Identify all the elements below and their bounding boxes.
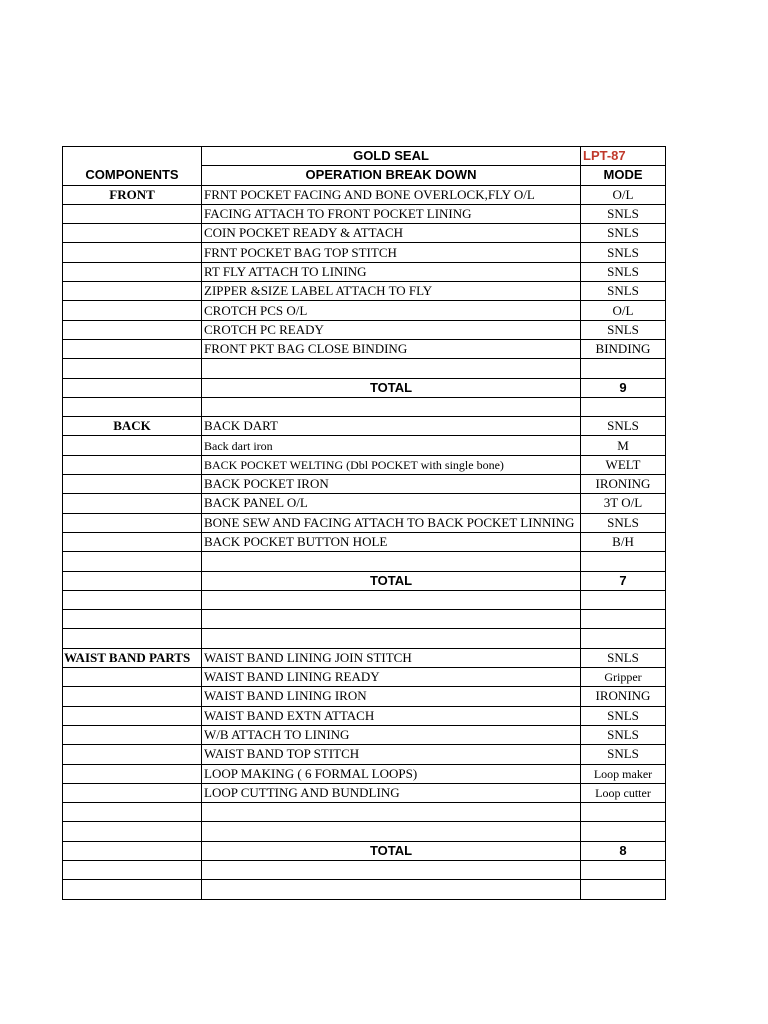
mode-cell[interactable]: SNLS: [581, 204, 666, 223]
title-row: [63, 147, 666, 166]
cell-blank[interactable]: [63, 436, 202, 455]
table-row: [63, 204, 666, 223]
table-row: [63, 494, 666, 513]
table-row: [63, 282, 666, 301]
operation-cell[interactable]: ZIPPER &SIZE LABEL ATTACH TO FLY: [202, 282, 581, 301]
cell-blank[interactable]: [581, 590, 666, 609]
cell-blank[interactable]: [63, 629, 202, 648]
table-row: [63, 532, 666, 551]
cell-blank[interactable]: [202, 629, 581, 648]
front-total-value[interactable]: 9: [581, 378, 666, 397]
mode-cell[interactable]: SNLS: [581, 282, 666, 301]
cell-blank[interactable]: [63, 822, 202, 841]
table-row: [63, 224, 666, 243]
cell-blank[interactable]: [202, 397, 581, 416]
style-code[interactable]: LPT-87: [581, 147, 666, 166]
table-row: [63, 687, 666, 706]
operation-cell[interactable]: WAIST BAND EXTN ATTACH: [202, 706, 581, 725]
waistband-total-value[interactable]: 8: [581, 841, 666, 860]
operation-cell[interactable]: LOOP CUTTING AND BUNDLING: [202, 783, 581, 802]
cell-blank[interactable]: [63, 725, 202, 744]
operation-cell[interactable]: FACING ATTACH TO FRONT POCKET LINING: [202, 204, 581, 223]
cell-blank[interactable]: [202, 803, 581, 822]
cell-blank[interactable]: [63, 687, 202, 706]
operation-cell[interactable]: RT FLY ATTACH TO LINING: [202, 262, 581, 281]
cell-blank[interactable]: [63, 320, 202, 339]
cell-blank[interactable]: [63, 224, 202, 243]
cell-blank[interactable]: [63, 262, 202, 281]
blank-row: [63, 590, 666, 609]
operation-cell[interactable]: WAIST BAND LINING IRON: [202, 687, 581, 706]
cell-blank[interactable]: [202, 880, 581, 899]
cell-blank[interactable]: [63, 359, 202, 378]
mode-cell[interactable]: IRONING: [581, 475, 666, 494]
table-row: [63, 764, 666, 783]
cell-blank[interactable]: [581, 629, 666, 648]
blank-row: [63, 610, 666, 629]
operation-cell[interactable]: FRNT POCKET BAG TOP STITCH: [202, 243, 581, 262]
mode-cell[interactable]: WELT: [581, 455, 666, 474]
cell-blank[interactable]: [63, 552, 202, 571]
cell-blank[interactable]: [63, 706, 202, 725]
total-row: [63, 571, 666, 590]
operation-cell[interactable]: BACK POCKET BUTTON HOLE: [202, 532, 581, 551]
back-label[interactable]: BACK: [63, 417, 202, 436]
table-row: [63, 475, 666, 494]
waistband-label[interactable]: WAIST BAND PARTS: [63, 648, 202, 667]
table-row: [63, 185, 666, 204]
mode-cell[interactable]: BINDING: [581, 339, 666, 358]
cell-blank[interactable]: [63, 590, 202, 609]
cell-blank[interactable]: [202, 552, 581, 571]
cell-blank[interactable]: [63, 532, 202, 551]
cell-blank[interactable]: [202, 359, 581, 378]
mode-cell[interactable]: IRONING: [581, 687, 666, 706]
cell-blank[interactable]: [63, 513, 202, 532]
operation-cell[interactable]: BACK POCKET IRON: [202, 475, 581, 494]
table-row: [63, 262, 666, 281]
blank-row: [63, 552, 666, 571]
operation-cell[interactable]: W/B ATTACH TO LINING: [202, 725, 581, 744]
operation-breakdown-table: [62, 146, 666, 900]
cell-blank[interactable]: [63, 282, 202, 301]
cell-blank[interactable]: [581, 359, 666, 378]
operation-cell[interactable]: WAIST BAND LINING JOIN STITCH: [202, 648, 581, 667]
table-row: [63, 783, 666, 802]
cell-blank[interactable]: [63, 783, 202, 802]
blank-row: [63, 359, 666, 378]
front-total-label[interactable]: TOTAL: [202, 378, 581, 397]
total-row: [63, 378, 666, 397]
mode-cell[interactable]: Loop cutter: [581, 783, 666, 802]
cell-blank[interactable]: [63, 243, 202, 262]
table-row: [63, 243, 666, 262]
cell-blank[interactable]: [63, 339, 202, 358]
mode-cell[interactable]: O/L: [581, 301, 666, 320]
mode-cell[interactable]: SNLS: [581, 745, 666, 764]
mode-cell[interactable]: O/L: [581, 185, 666, 204]
operation-cell[interactable]: WAIST BAND TOP STITCH: [202, 745, 581, 764]
table-row: [63, 513, 666, 532]
cell-blank[interactable]: [63, 803, 202, 822]
cell-blank[interactable]: [63, 610, 202, 629]
cell-blank[interactable]: [63, 204, 202, 223]
blank-row: [63, 803, 666, 822]
operation-cell[interactable]: CROTCH PC READY: [202, 320, 581, 339]
mode-cell[interactable]: SNLS: [581, 224, 666, 243]
table-row: [63, 417, 666, 436]
cell-blank[interactable]: [63, 860, 202, 879]
operation-cell[interactable]: FRNT POCKET FACING AND BONE OVERLOCK,FLY O/L: [202, 185, 581, 204]
mode-cell[interactable]: 3T O/L: [581, 494, 666, 513]
sheet-title[interactable]: GOLD SEAL: [202, 147, 581, 166]
table-row: [63, 320, 666, 339]
cell-blank[interactable]: [581, 610, 666, 629]
cell-blank[interactable]: [63, 571, 202, 590]
cell-blank[interactable]: [202, 860, 581, 879]
cell-blank[interactable]: [63, 880, 202, 899]
mode-cell[interactable]: SNLS: [581, 243, 666, 262]
operation-header[interactable]: OPERATION BREAK DOWN: [202, 166, 581, 185]
table-row: [63, 436, 666, 455]
mode-cell[interactable]: SNLS: [581, 513, 666, 532]
table-row: [63, 706, 666, 725]
operation-cell[interactable]: BACK DART: [202, 417, 581, 436]
cell-blank[interactable]: [581, 860, 666, 879]
operation-cell[interactable]: WAIST BAND LINING READY: [202, 668, 581, 687]
mode-cell[interactable]: Gripper: [581, 668, 666, 687]
cell-blank[interactable]: [63, 668, 202, 687]
cell-blank[interactable]: [202, 610, 581, 629]
mode-cell[interactable]: SNLS: [581, 648, 666, 667]
cell-blank[interactable]: [63, 745, 202, 764]
mode-cell[interactable]: SNLS: [581, 706, 666, 725]
operation-cell[interactable]: BACK POCKET WELTING (Dbl POCKET with single bone): [202, 455, 581, 474]
mode-cell[interactable]: SNLS: [581, 417, 666, 436]
cell-blank[interactable]: [581, 397, 666, 416]
back-total-label[interactable]: TOTAL: [202, 571, 581, 590]
mode-header[interactable]: MODE: [581, 166, 666, 185]
blank-row: [63, 397, 666, 416]
back-total-value[interactable]: 7: [581, 571, 666, 590]
mode-cell[interactable]: SNLS: [581, 725, 666, 744]
operation-cell[interactable]: BONE SEW AND FACING ATTACH TO BACK POCKET LINNING: [202, 513, 581, 532]
table-row: [63, 745, 666, 764]
blank-row: [63, 822, 666, 841]
operation-cell[interactable]: CROTCH PCS O/L: [202, 301, 581, 320]
cell-blank[interactable]: [63, 378, 202, 397]
total-row: [63, 841, 666, 860]
table-row: [63, 648, 666, 667]
cell-blank[interactable]: [581, 822, 666, 841]
waistband-total-label[interactable]: TOTAL: [202, 841, 581, 860]
cell-blank[interactable]: [202, 590, 581, 609]
cell-blank[interactable]: [63, 764, 202, 783]
components-header[interactable]: COMPONENTS: [63, 166, 202, 185]
operation-cell[interactable]: Back dart iron: [202, 436, 581, 455]
table-row: [63, 725, 666, 744]
operation-cell[interactable]: COIN POCKET READY & ATTACH: [202, 224, 581, 243]
cell-blank[interactable]: [63, 494, 202, 513]
mode-cell[interactable]: SNLS: [581, 262, 666, 281]
blank-row: [63, 860, 666, 879]
cell-blank[interactable]: [63, 455, 202, 474]
cell-blank[interactable]: [63, 475, 202, 494]
front-label[interactable]: FRONT: [63, 185, 202, 204]
cell-blank[interactable]: [581, 803, 666, 822]
operation-cell[interactable]: BACK PANEL O/L: [202, 494, 581, 513]
table-row: [63, 455, 666, 474]
cell-blank[interactable]: [581, 552, 666, 571]
cell-blank[interactable]: [202, 822, 581, 841]
operation-cell[interactable]: LOOP MAKING ( 6 FORMAL LOOPS): [202, 764, 581, 783]
operation-cell[interactable]: FRONT PKT BAG CLOSE BINDING: [202, 339, 581, 358]
cell-blank[interactable]: [63, 147, 202, 166]
table-row: [63, 668, 666, 687]
cell-blank[interactable]: [63, 301, 202, 320]
mode-cell[interactable]: Loop maker: [581, 764, 666, 783]
mode-cell[interactable]: B/H: [581, 532, 666, 551]
cell-blank[interactable]: [63, 397, 202, 416]
cell-blank[interactable]: [581, 880, 666, 899]
cell-blank[interactable]: [63, 841, 202, 860]
mode-cell[interactable]: SNLS: [581, 320, 666, 339]
mode-cell[interactable]: M: [581, 436, 666, 455]
blank-row: [63, 629, 666, 648]
header-row: [63, 166, 666, 185]
table-row: [63, 339, 666, 358]
blank-row: [63, 880, 666, 899]
table-row: [63, 301, 666, 320]
